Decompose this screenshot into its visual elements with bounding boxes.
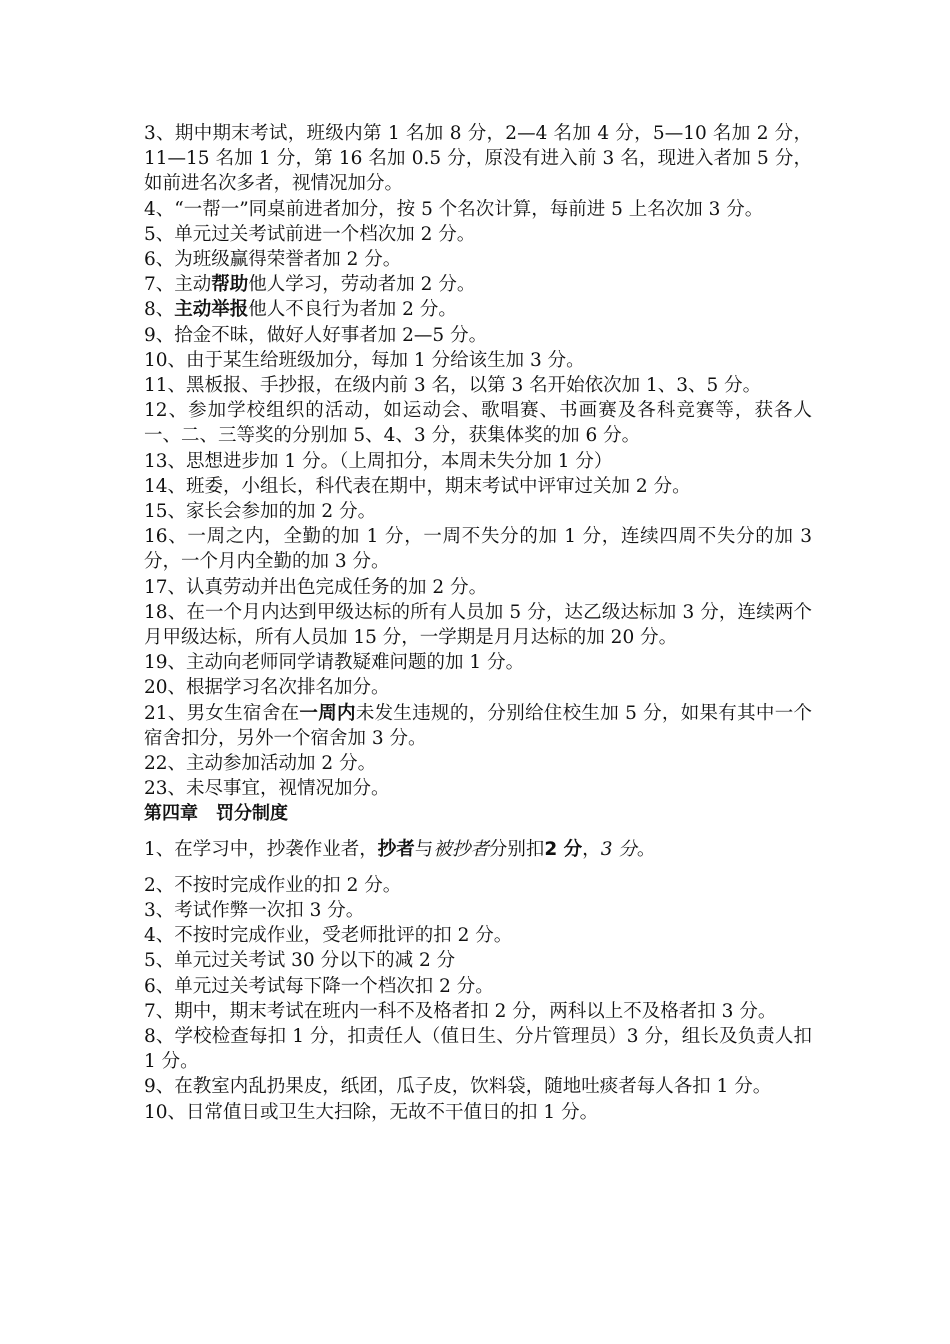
penalty-rules-list	[144, 873, 812, 1125]
bonus-rule-item: 11、黑板报、手抄报，在级内前 3 名，以第 3 名开始依次加 1、3、5 分。	[144, 375, 762, 397]
bonus-rule-item: 6、为班级赢得荣誉者加 2 分。	[144, 249, 402, 271]
document-body	[144, 121, 812, 1125]
bonus-rule-item: 18、在一个月内达到甲级达标的所有人员加 5 分，达乙级达标加 3 分，连续两个月甲级达标，所有人员加 15 分，一学期是月月达标的加 20 分。	[144, 601, 812, 649]
bonus-rule-item: 16、一周之内，全勤的加 1 分，一周不失分的加 1 分，连续四周不失分的加 3 分，一个月内全勤的加 3 分。	[144, 526, 812, 573]
penalty-rule-item: 7、期中，期末考试在班内一科不及格者扣 2 分，两科以上不及格者扣 3 分。	[144, 1000, 777, 1022]
bonus-rule-item	[144, 701, 812, 751]
bonus-rule-item: 15、家长会参加的加 2 分。	[144, 501, 377, 523]
italic-run: 被抄者	[433, 839, 489, 861]
penalty-rule-item: 4、不按时完成作业，受老师批评的扣 2 分。	[144, 925, 513, 947]
penalty-rule-item: 5、单元过关考试 30 分以下的减 2 分	[144, 950, 456, 972]
bonus-rule-item: 5、单元过关考试前进一个档次加 2 分。	[144, 223, 476, 245]
penalty-rule-item: 3、考试作弊一次扣 3 分。	[144, 899, 365, 921]
bonus-rule-item: 3、期中期末考试，班级内第 1 名加 8 分，2—4 名加 4 分，5—10 名加 2 分，11—15 名加 1 分，第 16 名加 0.5 分，原没有进入前 3 名，现进入者加 5 分，如前进名次多者，视情况加分。	[144, 123, 812, 195]
bonus-rule-item: 22、主动参加活动加 2 分。	[144, 753, 377, 775]
bonus-rule-item: 4、“一帮一”同桌前进者加分，按 5 个名次计算，每前进 5 上名次加 3 分。	[144, 198, 764, 220]
text-run: 21、男女生宿舍在	[144, 702, 300, 724]
bonus-rule-item: 13、思想进步加 1 分。（上周扣分，本周未失分加 1 分）	[144, 450, 613, 472]
chapter-4-heading: 第四章 罚分制度	[144, 803, 288, 825]
italic-run: 3 分	[600, 839, 637, 861]
bonus-rule-item: 17、认真劳动并出色完成任务的加 2 分。	[144, 576, 488, 598]
penalty-rule-item: 10、日常值日或卫生大扫除，无故不干值日的扣 1 分。	[144, 1101, 599, 1123]
bonus-rule-item: 12、参加学校组织的活动，如运动会、歌唱赛、书画赛及各科竞赛等，获各人一、二、三等奖的分别加 5、4、3 分，获集体奖的加 6 分。	[144, 400, 812, 447]
text-run: 7、主动	[144, 274, 212, 296]
bonus-rule-item: 23、未尽事宜，视情况加分。	[144, 778, 390, 800]
text-run: 他人不良行为者加 2 分。	[248, 299, 457, 321]
bold-run: 一周内	[299, 702, 356, 724]
penalty-item-1	[144, 837, 812, 862]
text-run: ，	[582, 839, 601, 861]
text-run: 与	[414, 839, 434, 861]
penalty-rule-item: 9、在教室内乱扔果皮，纸团，瓜子皮，饮料袋，随地吐痰者每人各扣 1 分。	[144, 1076, 772, 1098]
bonus-rule-item: 10、由于某生给班级加分，每加 1 分给该生加 3 分。	[144, 349, 585, 371]
text-run: 8、	[144, 299, 175, 321]
bonus-rule-item	[144, 297, 812, 322]
bonus-rules-list	[144, 121, 812, 801]
text-run: 。	[636, 839, 656, 861]
bold-run: 2 分	[544, 839, 583, 861]
bonus-rule-item: 14、班委，小组长，科代表在期中，期末考试中评审过关加 2 分。	[144, 475, 691, 497]
bold-run: 主动举报	[174, 299, 249, 321]
penalty-rule-item: 2、不按时完成作业的扣 2 分。	[144, 874, 402, 896]
text-run: 分别扣	[488, 839, 545, 861]
text-run: 他人学习，劳动者加 2 分。	[248, 274, 476, 296]
penalty-rule-item: 8、学校检查每扣 1 分，扣责任人（值日生、分片管理员）3 分，组长及负责人扣 1 分。	[144, 1025, 812, 1073]
bonus-rule-item	[144, 272, 812, 297]
text-run: 1、在学习中，抄袭作业者，	[144, 839, 378, 861]
bonus-rule-item: 9、拾金不昧，做好人好事者加 2—5 分。	[144, 324, 488, 346]
bonus-rule-item: 19、主动向老师同学请教疑难问题的加 1 分。	[144, 652, 525, 674]
bold-run: 帮助	[211, 274, 249, 296]
penalty-rule-item: 6、单元过关考试每下降一个档次扣 2 分。	[144, 975, 494, 997]
bonus-rule-item: 20、根据学习名次排名加分。	[144, 677, 390, 699]
text-run: 未发生违规的，分别给住校生加 5 分，如果有其中一个宿舍扣分，另外一个宿舍加 3 分。	[144, 702, 812, 749]
bold-run: 抄者	[377, 839, 415, 861]
